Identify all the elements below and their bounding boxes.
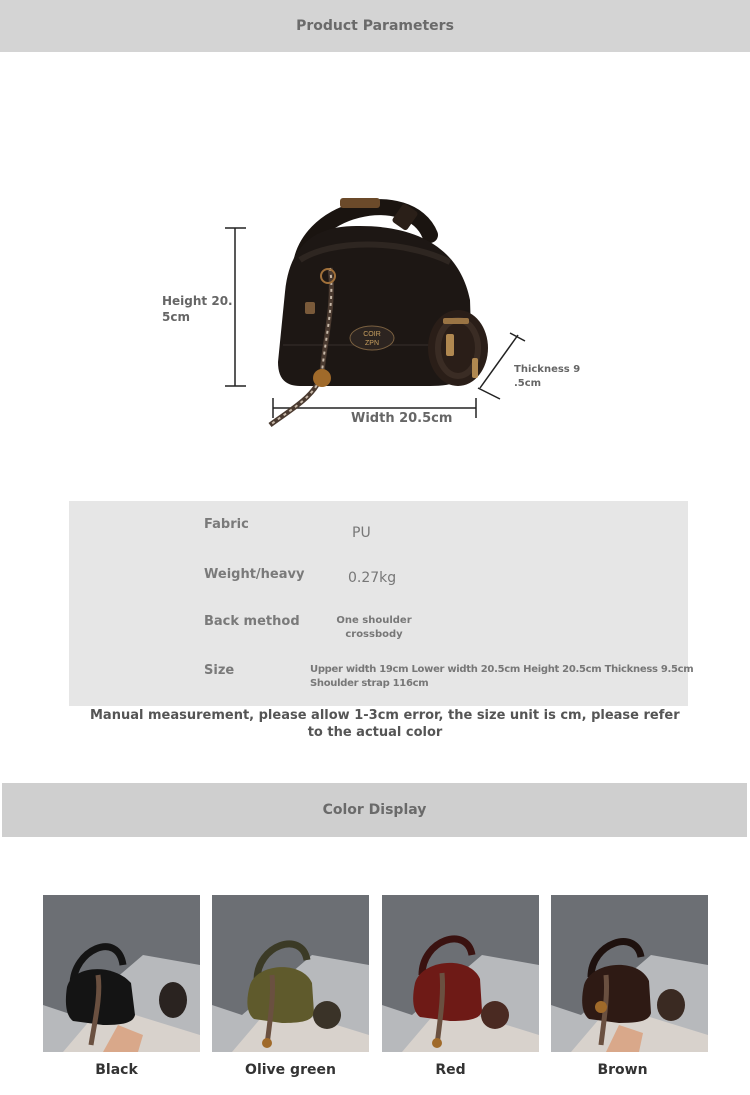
spec-label-back-method: Back method [204,614,300,629]
product-parameters-banner [0,0,750,52]
spec-value-weight: 0.27kg [348,570,397,586]
spec-label-size: Size [204,663,235,678]
badge-text-line2: ZPN [365,340,379,347]
color-swatch-brown[interactable] [551,895,708,1052]
color-name-olive-green: Olive green [245,1062,336,1078]
badge-text-line1: COIR [363,331,381,338]
color-name-brown: Brown [597,1062,648,1078]
product-dimension-diagram [0,180,750,440]
spec-value-fabric: PU [352,525,371,541]
bag-illustration [0,180,750,440]
color-display-title: Color Display [322,802,427,818]
color-swatch-red[interactable] [382,895,539,1052]
color-swatch-black[interactable] [43,895,200,1052]
olive-bag-photo [212,895,369,1052]
width-label: Width 20.5cm [351,411,453,426]
spec-label-weight: Weight/heavy [204,567,305,582]
spec-value-back-method: One shoulder crossbody [336,615,412,640]
spec-table [69,501,694,706]
color-swatch-olive-green[interactable] [212,895,369,1052]
spec-value-size: Upper width 19cm Lower width 20.5cm Height 20.5cm Thickness 9.5cm Shoulder strap 116cm [310,664,694,689]
product-parameters-title: Product Parameters [296,18,454,34]
color-display-banner [2,783,747,837]
thickness-label: Thickness 9 .5cm [514,364,581,389]
spec-label-fabric: Fabric [204,517,249,532]
black-bag-photo [43,895,200,1052]
color-name-black: Black [95,1062,138,1078]
height-label: Height 20. 5cm [162,294,233,324]
brown-bag-photo [551,895,708,1052]
red-bag-photo [382,895,539,1052]
measurement-note: Manual measurement, please allow 1-3cm error, the size unit is cm, please refer to the actual color [90,708,680,740]
color-name-red: Red [435,1062,466,1078]
